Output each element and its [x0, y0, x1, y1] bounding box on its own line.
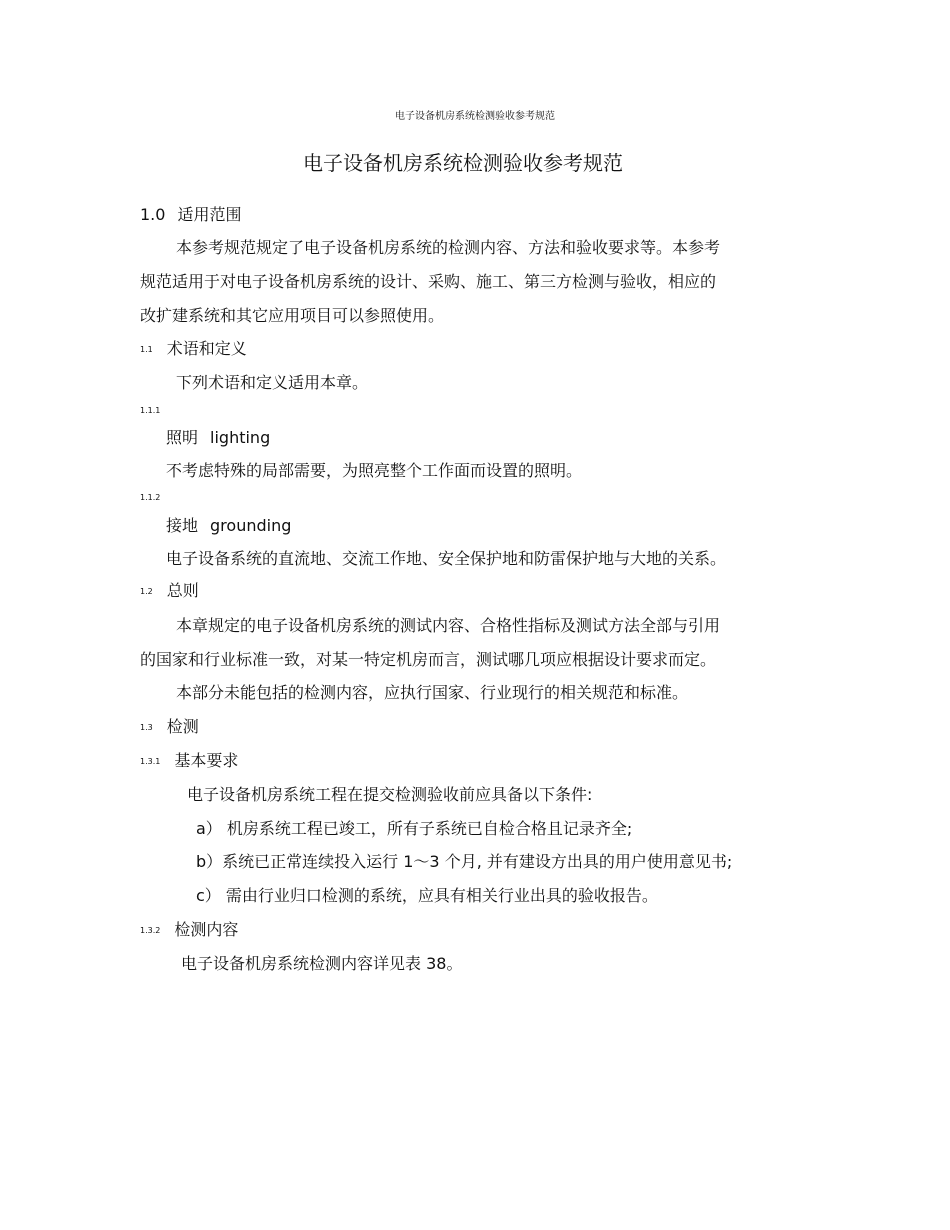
section-heading-1-3 [140, 719, 199, 735]
section-heading-text: 检测 [166, 717, 199, 736]
section-heading-text: 术语和定义 [166, 339, 247, 358]
paragraph-line: 电子设备机房系统检测内容详见表 38。 [181, 954, 463, 973]
document-title: 电子设备机房系统检测验收参考规范 [303, 151, 623, 175]
section-number-1-1-2: 1.1.2 [140, 493, 161, 502]
paragraph-line: 本部分未能包括的检测内容，应执行国家、行业现行的相关规范和标准。 [176, 683, 689, 702]
section-heading-1-3-2 [140, 922, 238, 938]
section-heading-text: 适用范围 [177, 205, 242, 224]
term-english: lighting [210, 428, 271, 447]
paragraph-line: 电子设备机房系统工程在提交检测验收前应具备以下条件: [187, 785, 593, 804]
section-number: 1.1 [140, 344, 153, 354]
section-number: 1.2 [140, 586, 153, 596]
term-chinese: 接地 [166, 516, 199, 535]
section-number: 1.3.1 [140, 756, 161, 766]
paragraph-line: 本参考规范规定了电子设备机房系统的检测内容、方法和验收要求等。本参考 [176, 238, 721, 257]
section-heading-text: 基本要求 [174, 751, 239, 770]
term-english: grounding [210, 516, 292, 535]
list-item: c） 需由行业归口检测的系统，应具有相关行业出具的验收报告。 [196, 886, 658, 905]
running-header: 电子设备机房系统检测验收参考规范 [395, 111, 555, 122]
section-heading-text: 检测内容 [174, 920, 239, 939]
term-definition: 不考虑特殊的局部需要，为照亮整个工作面而设置的照明。 [166, 461, 583, 480]
section-heading-text: 总则 [166, 581, 199, 600]
section-number: 1.3.2 [140, 925, 161, 935]
section-heading-1-3-1 [140, 753, 238, 769]
section-number: 1.0 [140, 205, 166, 224]
section-heading-1-1 [140, 341, 247, 357]
list-item: b）系统已正常连续投入运行 1～3 个月, 并有建设方出具的用户使用意见书; [196, 852, 733, 871]
term-heading-lighting [166, 430, 270, 446]
paragraph-line: 本章规定的电子设备机房系统的测试内容、合格性指标及测试方法全部与引用 [176, 616, 721, 635]
term-chinese: 照明 [166, 428, 199, 447]
paragraph-line: 规范适用于对电子设备机房系统的设计、采购、施工、第三方检测与验收，相应的 [140, 272, 717, 291]
list-item: a） 机房系统工程已竣工，所有子系统已自检合格且记录齐全; [196, 819, 633, 838]
section-number-1-1-1: 1.1.1 [140, 406, 161, 415]
paragraph-line: 下列术语和定义适用本章。 [176, 373, 369, 392]
term-heading-grounding [166, 518, 291, 534]
section-heading-1-2 [140, 583, 199, 599]
paragraph-line: 改扩建系统和其它应用项目可以参照使用。 [140, 306, 445, 325]
paragraph-line: 的国家和行业标准一致，对某一特定机房而言，测试哪几项应根据设计要求而定。 [140, 650, 717, 669]
term-definition: 电子设备系统的直流地、交流工作地、安全保护地和防雷保护地与大地的关系。 [166, 549, 727, 568]
section-heading-1-0 [140, 207, 241, 223]
section-number: 1.3 [140, 722, 153, 732]
